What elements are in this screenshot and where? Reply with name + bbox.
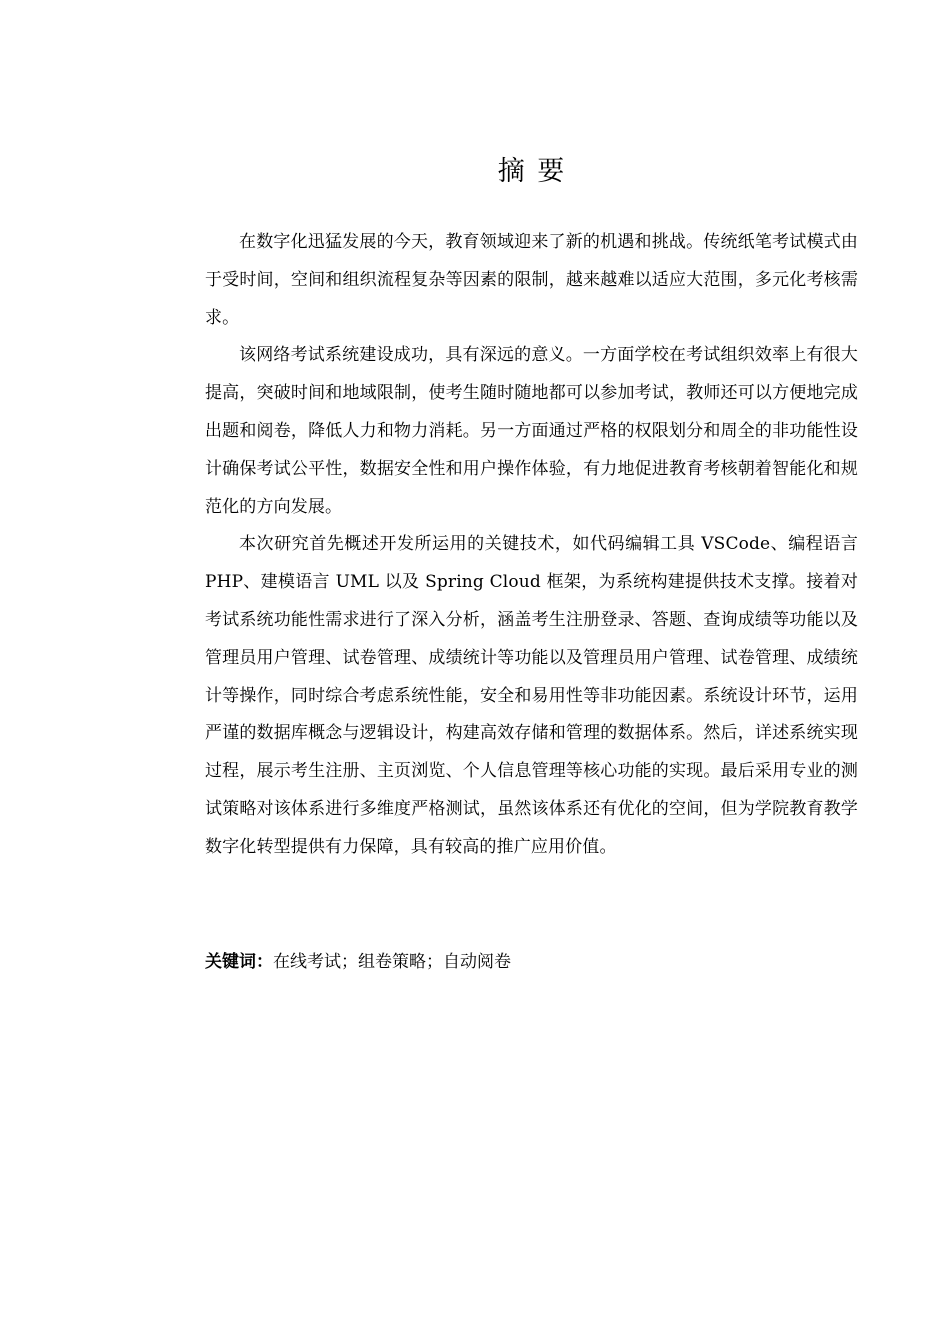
abstract-paragraph-2: 该网络考试系统建设成功，具有深远的意义。一方面学校在考试组织效率上有很大提高，突破时间和地域限制，使考生随时随地都可以参加考试，教师还可以方便地完成出题和阅卷，降低人力和物力消耗。另一方面通过严格的权限划分和周全的非功能性设计确保考试公平性，数据安全性和用户操作体验，有力地促进教育考核朝着智能化和规范化的方向发展。 [205, 345, 858, 517]
abstract-paragraph-1: 在数字化迅猛发展的今天，教育领域迎来了新的机遇和挑战。传统纸笔考试模式由于受时间，空间和组织流程复杂等因素的限制，越来越难以适应大范围，多元化考核需求。 [205, 232, 858, 328]
keywords-line [205, 945, 858, 979]
abstract-title: 摘 要 [497, 156, 567, 187]
abstract-paragraph-3: 本次研究首先概述开发所运用的关键技术，如代码编辑工具 VSCode、编程语言 PHP、建模语言 UML 以及 Spring Cloud 框架，为系统构建提供技术支撑。接着对考试系统功能性需求进行了深入分析，涵盖考生注册登录、答题、查询成绩等功能以及管理员用户管理、试卷管理、成绩统计等功能以及管理员用户管理、试卷管理、成绩统计等操作，同时综合考虑系统性能，安全和易用性等非功能因素。系统设计环节，运用严谨的数据库概念与逻辑设计，构建高效存储和管理的数据体系。然后，详述系统实现过程，展示考生注册、主页浏览、个人信息管理等核心功能的实现。最后采用专业的测试策略对该体系进行多维度严格测试，虽然该体系还有优化的空间，但为学院教育教学数字化转型提供有力保障，具有较高的推广应用价值。 [205, 534, 858, 857]
abstract-body [205, 224, 858, 867]
keywords-label: 关键词： [205, 952, 273, 972]
keywords-value: 在线考试；组卷策略；自动阅卷 [273, 952, 511, 972]
